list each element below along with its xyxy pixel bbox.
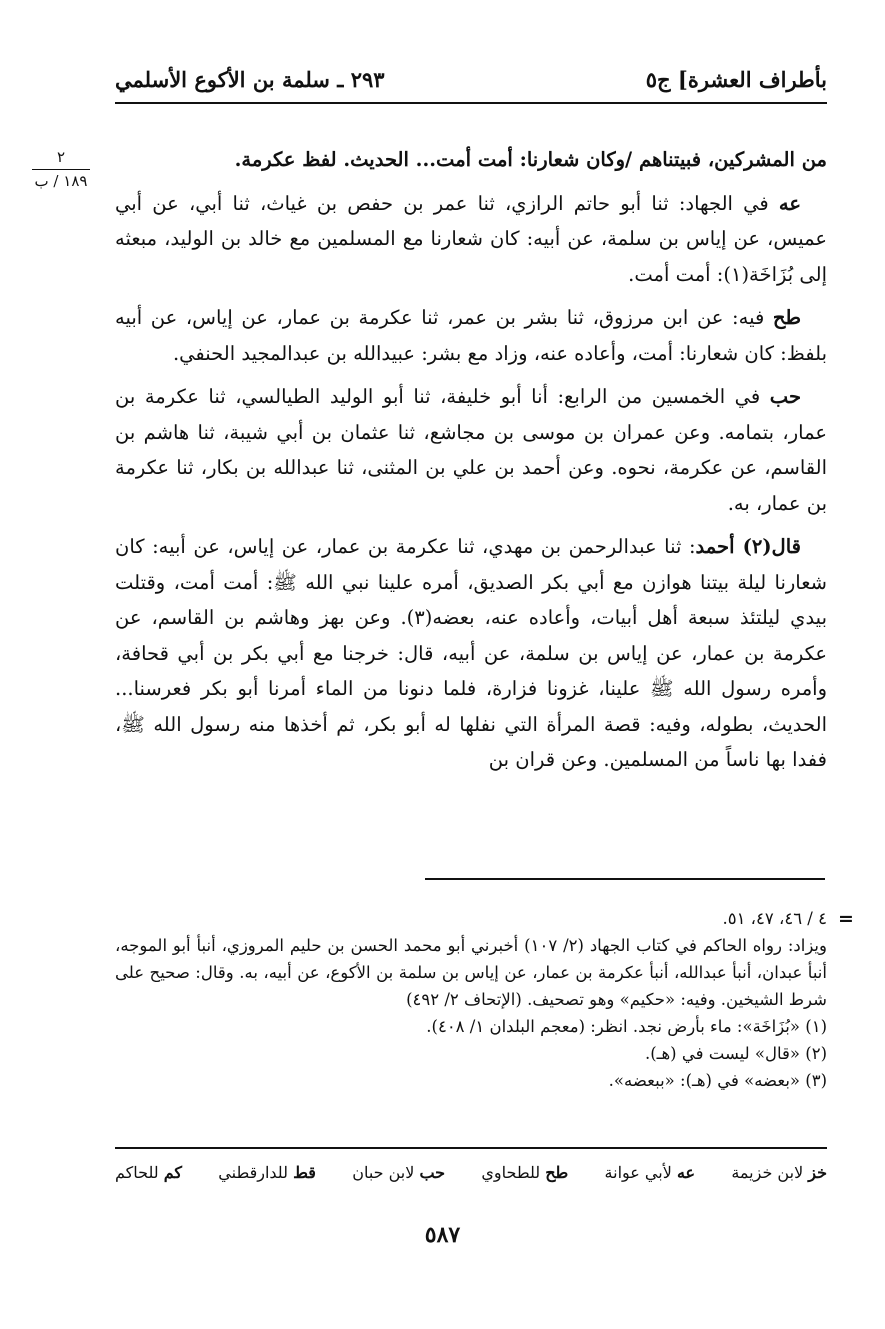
abbrev-code: حب: [419, 1163, 446, 1182]
abbrev-name: لأبي عوانة: [604, 1163, 672, 1182]
abbrev-code: كم: [163, 1163, 182, 1182]
footnote-2: (٢) «قال» ليست في (هـ).: [644, 1044, 827, 1063]
abbrev-code: طح: [545, 1163, 569, 1182]
paragraph-4: [115, 529, 827, 778]
paragraph-text: : ثنا عبدالرحمن بن مهدي، ثنا عكرمة بن عمار، عن إياس، عن أبيه: كان شعارنا ليلة بيتنا هوازن مع أبي بكر الصديق، أمره علينا نبي الله ﷺ: أمت أمت، وقتلت بيدي ليلتئذ سبعة أهل أبيات، وأعاده عنه، بعضه(٣). وعن بهز وهاشم بن القاسم، عن عكرمة بن عمار، عن إياس بن سلمة، عن أبيه، قال: خرجنا مع أبي بكر بن أبي قحافة، وأمره رسول الله ﷺ علينا، غزونا فزارة، فلما دنونا من الماء أمرنا أبو بكر فعرسنا... الحديث، بطوله، وفيه: قصة المرأة التي نفلها له أبو بكر، ثم أخذها منه رسول الله ﷺ، ففدا بها ناساً من المسلمين. وعن قران بن: [115, 535, 827, 771]
paragraph-0: [115, 142, 827, 178]
footnote-continuation: ٤ / ٤٦، ٤٧، ٥١.: [722, 909, 827, 928]
abbrev-code: قط: [293, 1163, 316, 1182]
footnotes: [115, 905, 827, 1094]
abbrev-name: للحاكم: [115, 1163, 159, 1182]
abbrev-name: لابن حبان: [352, 1163, 415, 1182]
source-code: عه: [778, 191, 801, 215]
folio-number-bottom: ١٨٩ / ب: [34, 172, 88, 190]
page-number: ٥٨٧: [424, 1222, 461, 1248]
footnote-continuation-mark: =: [838, 908, 854, 930]
abbrev-item: [115, 1163, 182, 1182]
abbrev-name: للدارقطني: [218, 1163, 288, 1182]
book-title: بأطراف العشرة] ج٥: [645, 66, 827, 92]
abbrev-code: عه: [676, 1163, 696, 1182]
footer-rule: [115, 1147, 827, 1149]
paragraph-2: [115, 300, 827, 371]
footnote-rule: [425, 878, 825, 880]
source-code: حب: [769, 385, 801, 408]
folio-number-top: ٢: [56, 148, 66, 166]
main-text: [115, 142, 827, 786]
footnote-ziyad: ويزاد: رواه الحاكم في كتاب الجهاد (٢/ ١٠٧) أخبرني أبو محمد الحسن بن حليم المروزي، أنبأ أبو الموجه، أنبأ عبدان، أنبأ عبدالله، أنبأ عكرمة بن عمار، عن إياس بن سلمة بن الأكوع، عن أبيه، به. وقال: صحيح على شرط الشيخين. وفيه: «حكيم» وهو تصحيف. (الإتحاف ٢/ ٤٩٢): [115, 936, 827, 1009]
abbrev-item: [731, 1163, 827, 1182]
paragraph-text: فيه: عن ابن مرزوق، ثنا بشر بن عمر، ثنا عكرمة بن عمار، عن إياس، عن أبيه بلفظ: كان شعارنا: أمت، وأعاده عنه، وزاد مع بشر: عبيدالله بن عبدالمجيد الحنفي.: [115, 306, 827, 365]
abbreviation-key: [115, 1163, 827, 1182]
abbrev-item: [218, 1163, 316, 1182]
abbrev-item: [481, 1163, 568, 1182]
abbrev-name: لابن خزيمة: [731, 1163, 804, 1182]
paragraph-text: من المشركين، فبيتناهم /وكان شعارنا: أمت أمت... الحديث. لفظ عكرمة.: [234, 148, 827, 171]
paragraph-3: [115, 379, 827, 521]
abbrev-item: [605, 1163, 696, 1182]
source-code: قال(٢) أحمد: [695, 535, 801, 558]
running-header: [115, 60, 827, 98]
header-rule: [115, 102, 827, 104]
footnote-1: (١) «بُزَاخَة»: ماء بأرض نجد. انظر: (معجم البلدان ١/ ٤٠٨).: [426, 1017, 827, 1036]
folio-separator: [32, 169, 90, 170]
paragraph-text: في الجهاد: ثنا أبو حاتم الرازي، ثنا عمر بن حفص بن غياث، ثنا أبي، عن أبي عميس، عن إياس بن سلمة، عن أبيه: كان شعارنا مع المسلمين مع خالد بن الوليد، مبعثه إلى بُزَاخَة(١): أمت أمت.: [115, 191, 827, 286]
abbrev-item: [352, 1163, 445, 1182]
section-title: ٢٩٣ ـ سلمة بن الأكوع الأسلمي: [115, 66, 385, 92]
footnote-3: (٣) «بعضه» في (هـ): «ببعضه».: [608, 1071, 827, 1090]
manuscript-folio-note: [28, 148, 94, 191]
source-code: طح: [772, 306, 801, 329]
paragraph-text: في الخمسين من الرابع: أنا أبو خليفة، ثنا أبو الوليد الطيالسي، ثنا عكرمة بن عمار، بتمامه. وعن عمران بن موسى بن مجاشع، ثنا عثمان بن أبي شيبة، ثنا هاشم بن القاسم، عن عكرمة، نحوه. وعن أحمد بن علي بن المثنى، ثنا عبدالله بن بكار، ثنا عكرمة بن عمار، به.: [115, 385, 827, 515]
abbrev-code: خز: [808, 1163, 827, 1182]
paragraph-1: [115, 186, 827, 293]
abbrev-name: للطحاوي: [481, 1163, 541, 1182]
